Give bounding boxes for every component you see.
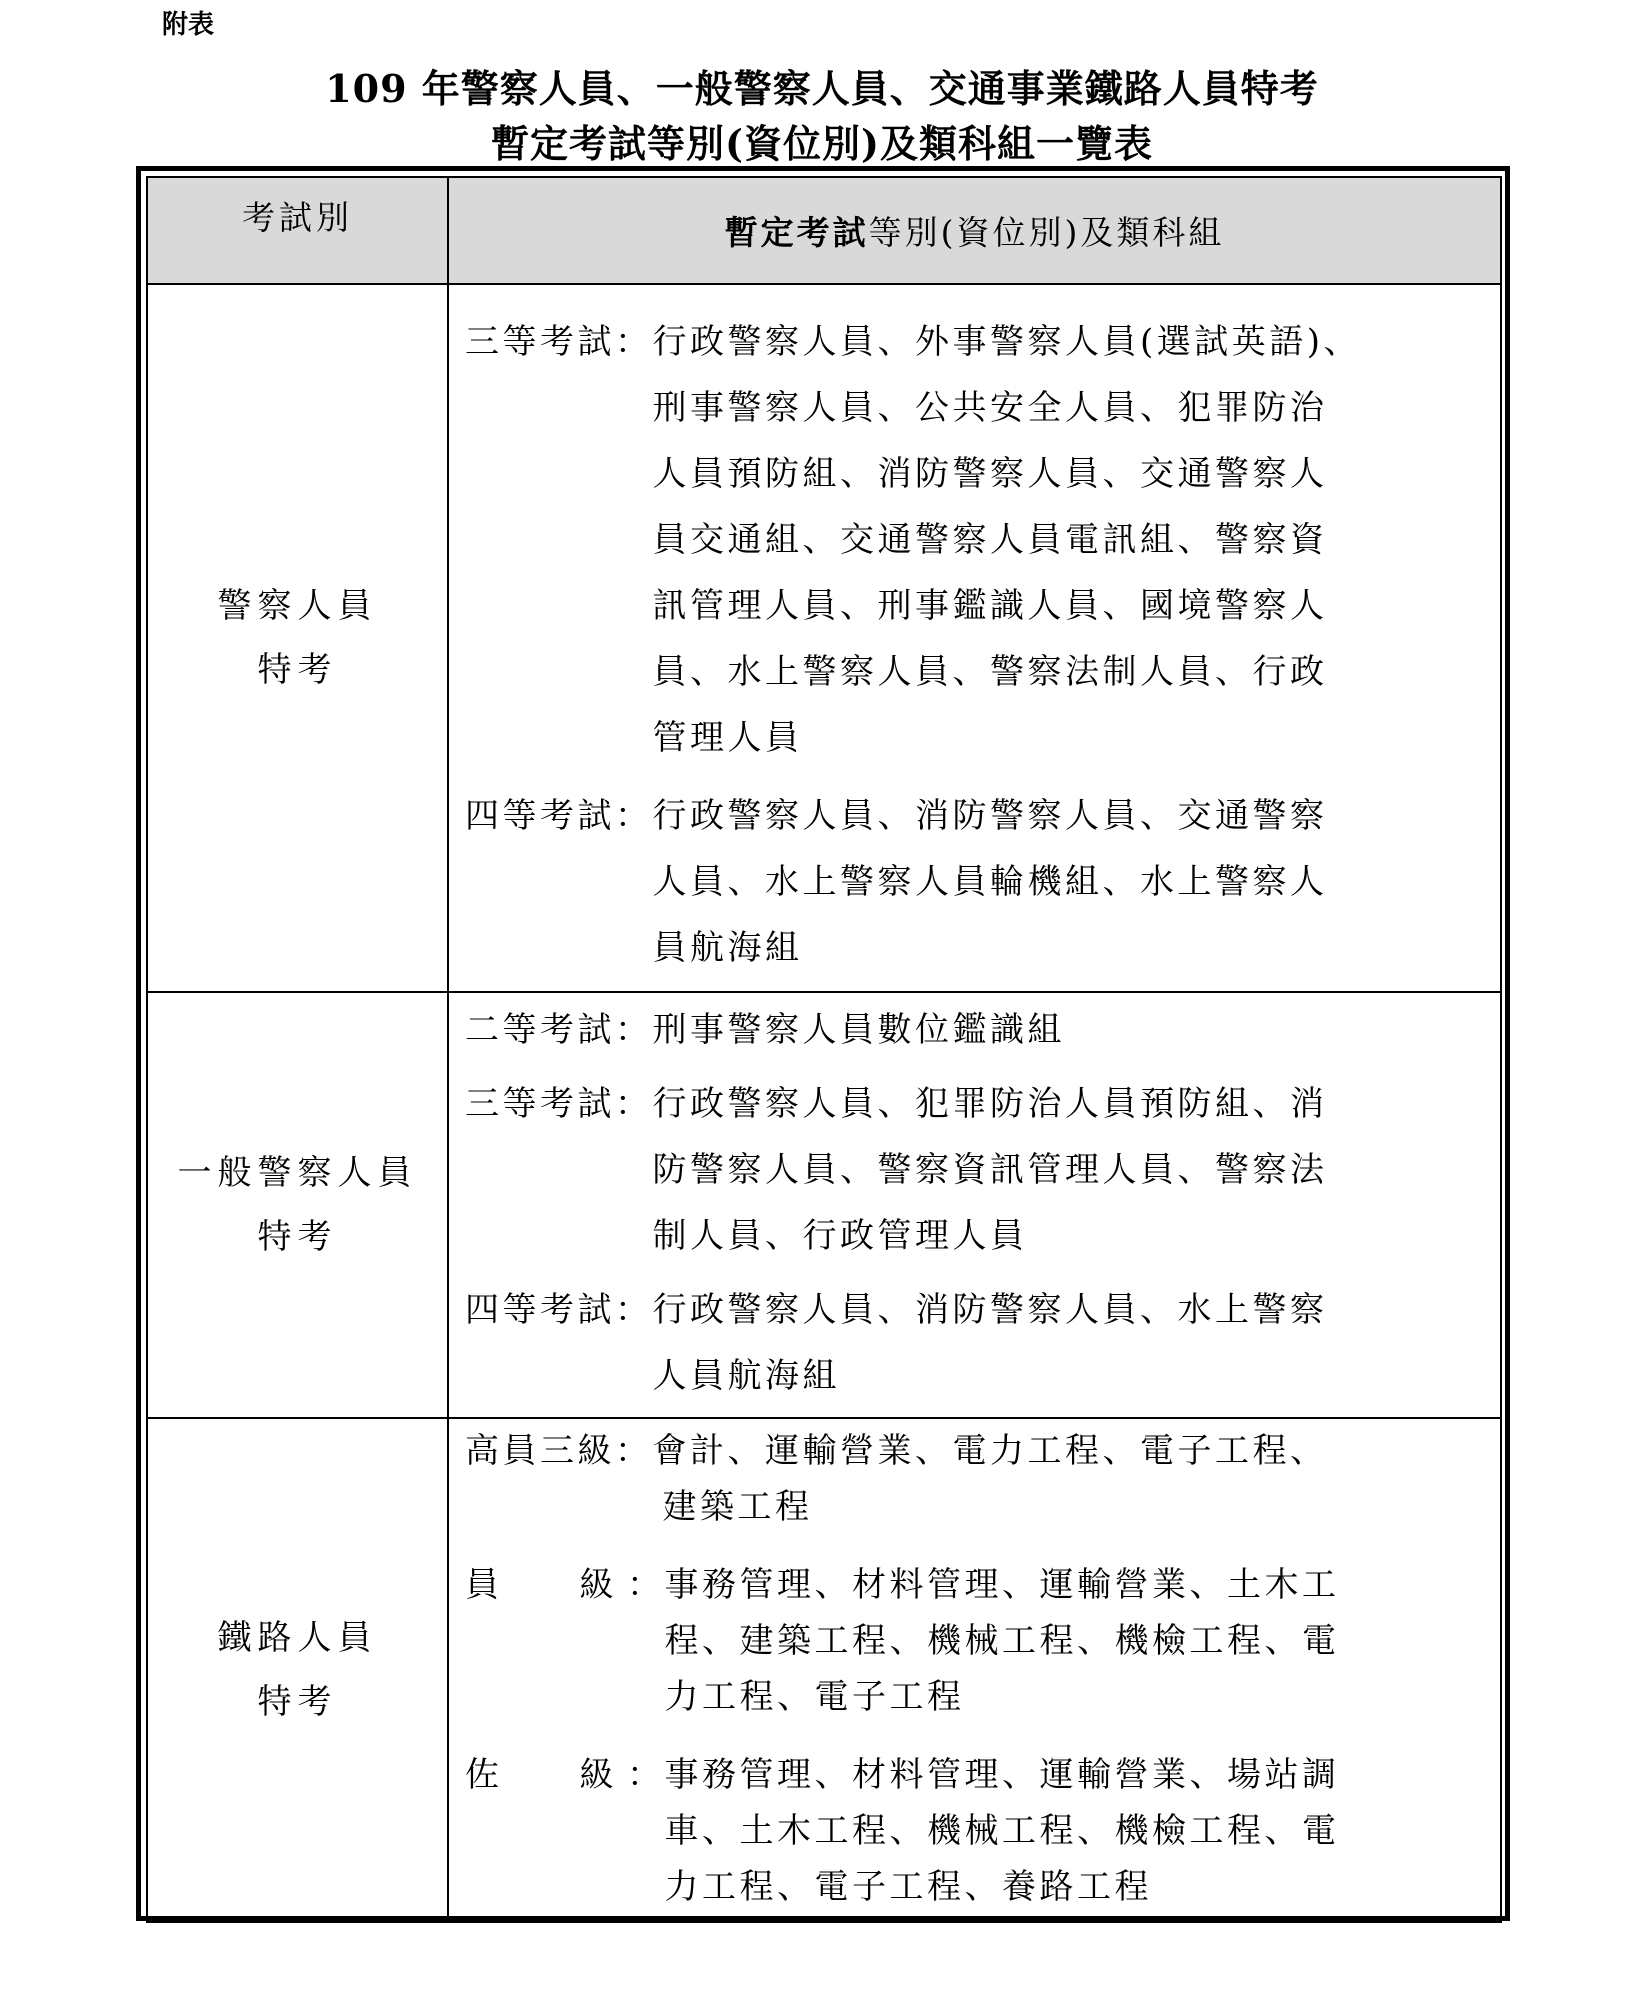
table-row-general-police: [147, 992, 1501, 1418]
category-railway: [147, 1418, 448, 1922]
level-label: 高員三級：: [465, 1431, 653, 1471]
levels-cell: [448, 284, 1501, 992]
content-line: 建築工程: [662, 1487, 813, 1527]
document-title-line2: 暫定考試等別(資位別)及類科組一覽表: [491, 121, 1153, 166]
content-line: 員交通組、交通警察人員電訊組、警察資: [652, 520, 1328, 560]
table-row-railway: [147, 1418, 1501, 1922]
level-content: [653, 309, 1362, 771]
level-block: [465, 309, 1500, 771]
level-label-key: 佐級: [465, 1755, 617, 1795]
level-label: [465, 1557, 665, 1725]
content-line: 管理人員: [652, 718, 803, 758]
content-line: 事務管理、材料管理、運輸營業、土木工: [664, 1565, 1340, 1605]
level-content: [653, 1423, 1328, 1535]
level-block: [465, 783, 1500, 981]
level-content: [653, 997, 1066, 1063]
content-line: 車、土木工程、機械工程、機檢工程、電: [664, 1811, 1340, 1851]
levels-cell: [448, 992, 1501, 1418]
level-label: 二等考試：: [465, 1010, 653, 1050]
header-bold-part: 暫定考試: [724, 213, 869, 252]
level-content: [653, 783, 1328, 981]
category-line: 特考: [257, 1217, 338, 1257]
level-label-colon: ：: [627, 1565, 665, 1605]
table-header-row: [147, 177, 1501, 284]
content-line: 人員預防組、消防警察人員、交通警察人: [652, 454, 1328, 494]
content-line: 刑事警察人員、公共安全人員、犯罪防治: [652, 388, 1328, 428]
levels-cell: [448, 1418, 1501, 1922]
level-label-colon: ：: [627, 1755, 665, 1795]
level-label: 三等考試：: [465, 322, 653, 362]
level-content: [665, 1557, 1340, 1725]
content-line: 人員航海組: [652, 1356, 840, 1396]
category-line: 警察人員: [217, 586, 378, 626]
content-line: 程、建築工程、機械工程、機檢工程、電: [664, 1621, 1340, 1661]
annex-label: 附表: [162, 10, 215, 40]
level-block: [465, 1557, 1500, 1725]
content-line: 行政警察人員、犯罪防治人員預防組、消: [652, 1084, 1328, 1124]
content-line: 人員、水上警察人員輪機組、水上警察人: [652, 862, 1328, 902]
header-rest-part: 等別(資位別)及類科組: [868, 213, 1225, 252]
content-line: 行政警察人員、外事警察人員(選試英語)、: [652, 322, 1362, 362]
level-label: [465, 1747, 665, 1915]
table-row-police: [147, 284, 1501, 992]
level-block: [465, 1071, 1500, 1269]
content-line: 力工程、電子工程: [664, 1677, 965, 1717]
content-line: 員、水上警察人員、警察法制人員、行政: [652, 652, 1328, 692]
content-line: 行政警察人員、消防警察人員、交通警察: [652, 796, 1328, 836]
category-general-police: [147, 992, 448, 1418]
content-line: 刑事警察人員數位鑑識組: [652, 1010, 1065, 1050]
document-title-line1: 109 年警察人員、一般警察人員、交通事業鐵路人員特考: [325, 66, 1319, 111]
exam-category-table: [146, 176, 1502, 1923]
level-label: 四等考試：: [465, 796, 653, 836]
content-line: 力工程、電子工程、養路工程: [664, 1867, 1152, 1907]
category-line: 一般警察人員: [177, 1153, 418, 1193]
level-label-key: 員級: [465, 1565, 617, 1605]
level-block: [465, 997, 1500, 1063]
content-line: 行政警察人員、消防警察人員、水上警察: [652, 1290, 1328, 1330]
level-block: [465, 1423, 1500, 1535]
content-line: 制人員、行政管理人員: [652, 1216, 1028, 1256]
header-exam-type: 考試別: [147, 177, 448, 284]
category-line: 鐵路人員: [217, 1618, 378, 1658]
level-label: 四等考試：: [465, 1290, 653, 1330]
level-block: [465, 1277, 1500, 1409]
category-line: 特考: [257, 1682, 338, 1722]
level-block: [465, 1747, 1500, 1915]
level-label: 三等考試：: [465, 1084, 653, 1124]
level-content: [665, 1747, 1340, 1915]
level-content: [653, 1071, 1328, 1269]
level-content: [653, 1277, 1328, 1409]
content-line: 員航海組: [652, 928, 803, 968]
category-line: 特考: [257, 650, 338, 690]
header-exam-levels: [448, 177, 1501, 284]
content-line: 訊管理人員、刑事鑑識人員、國境警察人: [652, 586, 1328, 626]
content-line: 會計、運輸營業、電力工程、電子工程、: [652, 1431, 1328, 1471]
content-line: 事務管理、材料管理、運輸營業、場站調: [664, 1755, 1340, 1795]
content-line: 防警察人員、警察資訊管理人員、警察法: [652, 1150, 1328, 1190]
category-police: [147, 284, 448, 992]
